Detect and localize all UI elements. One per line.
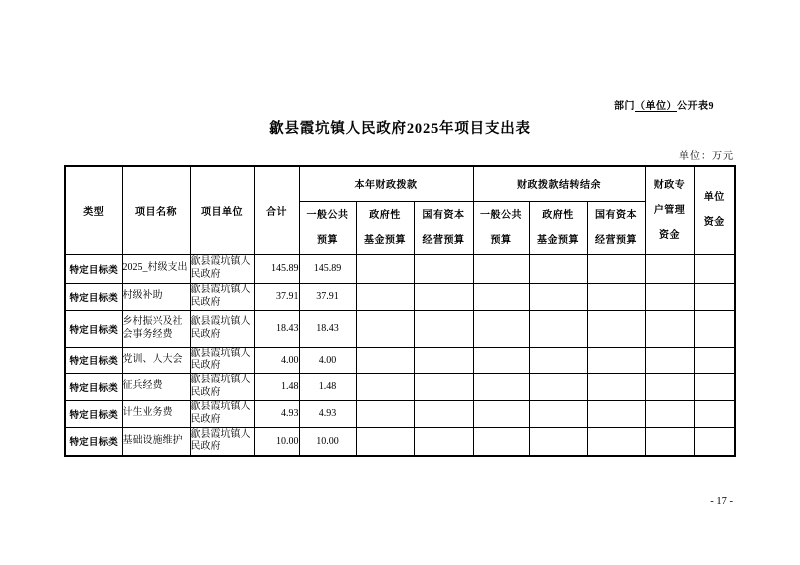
cell-cy-general-public: 4.00 [299, 347, 356, 373]
table-row [65, 427, 735, 456]
cell-co-general-public [473, 283, 529, 310]
corner-note-suffix: 公开表9 [677, 101, 714, 112]
cell-total: 10.00 [254, 427, 299, 456]
cell-fiscal-special-account [645, 283, 694, 310]
cell-fiscal-special-account [645, 427, 694, 456]
header-unit-funds-line: 单位 [703, 192, 725, 204]
cell-co-state-capital [587, 373, 645, 400]
cell-cy-government-fund [356, 283, 414, 310]
header-project-name: 项目名称 [122, 166, 190, 254]
cell-unit-funds [694, 373, 735, 400]
cell-type: 特定目标类 [65, 400, 122, 427]
header-group-current-year-appropriation: 本年财政拨款 [299, 166, 473, 201]
cell-co-state-capital [587, 400, 645, 427]
cell-cy-state-capital [414, 400, 473, 427]
cell-project-unit: 歙县霞坑镇人民政府 [190, 310, 254, 347]
cell-cy-state-capital [414, 283, 473, 310]
cell-total: 18.43 [254, 310, 299, 347]
cell-project-name: 征兵经费 [122, 373, 190, 400]
corner-note-prefix: 部门 [614, 101, 635, 112]
unit-note: 单位：万元 [679, 151, 734, 162]
header-cy-state-capital-budget: 国有资本 经营预算 [414, 201, 473, 254]
cell-type: 特定目标类 [65, 373, 122, 400]
cell-unit-funds [694, 310, 735, 347]
cell-co-government-fund [529, 427, 587, 456]
cell-co-state-capital [587, 347, 645, 373]
page-number: - 17 - [710, 496, 733, 507]
page-title: 歙县霞坑镇人民政府2025年项目支出表 [269, 121, 531, 137]
table-row [65, 400, 735, 427]
cell-fiscal-special-account [645, 373, 694, 400]
header-fiscal-special-account-line: 财政专 [653, 179, 686, 191]
cell-cy-general-public: 1.48 [299, 373, 356, 400]
cell-cy-state-capital [414, 254, 473, 283]
cell-cy-government-fund [356, 310, 414, 347]
cell-co-general-public [473, 347, 529, 373]
cell-project-unit: 歙县霞坑镇人民政府 [190, 427, 254, 456]
cell-co-government-fund [529, 254, 587, 283]
cell-cy-state-capital [414, 347, 473, 373]
cell-co-general-public [473, 310, 529, 347]
cell-co-general-public [473, 373, 529, 400]
cell-project-unit: 歙县霞坑镇人民政府 [190, 400, 254, 427]
cell-co-government-fund [529, 347, 587, 373]
cell-type: 特定目标类 [65, 310, 122, 347]
cell-total: 37.91 [254, 283, 299, 310]
cell-total: 145.89 [254, 254, 299, 283]
cell-cy-government-fund [356, 427, 414, 456]
cell-co-government-fund [529, 310, 587, 347]
cell-cy-general-public: 145.89 [299, 254, 356, 283]
cell-total: 1.48 [254, 373, 299, 400]
cell-cy-general-public: 37.91 [299, 283, 356, 310]
table-row [65, 283, 735, 310]
cell-project-name: 党训、人大会 [122, 347, 190, 373]
cell-unit-funds [694, 427, 735, 456]
cell-unit-funds [694, 400, 735, 427]
cell-co-state-capital [587, 283, 645, 310]
cell-fiscal-special-account [645, 347, 694, 373]
header-co-state-capital-budget: 国有资本 经营预算 [587, 201, 645, 254]
cell-project-unit: 歙县霞坑镇人民政府 [190, 283, 254, 310]
header-unit-funds-line: 资金 [703, 217, 725, 229]
cell-co-government-fund [529, 283, 587, 310]
table-row [65, 310, 735, 347]
header-unit-funds [694, 166, 735, 254]
cell-cy-state-capital [414, 310, 473, 347]
cell-cy-general-public: 4.93 [299, 400, 356, 427]
project-expenditure-table [64, 165, 736, 457]
corner-note [614, 97, 714, 112]
cell-project-unit: 歙县霞坑镇人民政府 [190, 254, 254, 283]
cell-co-government-fund [529, 400, 587, 427]
header-total: 合计 [254, 166, 299, 254]
cell-type: 特定目标类 [65, 427, 122, 456]
cell-co-general-public [473, 254, 529, 283]
cell-cy-government-fund [356, 400, 414, 427]
cell-co-state-capital [587, 310, 645, 347]
cell-project-name: 计生业务费 [122, 400, 190, 427]
cell-co-general-public [473, 427, 529, 456]
header-project-unit: 项目单位 [190, 166, 254, 254]
cell-project-name: 村级补助 [122, 283, 190, 310]
cell-fiscal-special-account [645, 310, 694, 347]
header-fiscal-special-account-line: 户管理 [653, 204, 686, 216]
header-cy-government-fund-budget: 政府性 基金预算 [356, 201, 414, 254]
cell-fiscal-special-account [645, 254, 694, 283]
cell-cy-government-fund [356, 254, 414, 283]
cell-co-state-capital [587, 427, 645, 456]
header-cy-general-public-budget: 一般公共 预算 [299, 201, 356, 254]
cell-total: 4.93 [254, 400, 299, 427]
cell-cy-government-fund [356, 373, 414, 400]
cell-cy-state-capital [414, 373, 473, 400]
cell-cy-government-fund [356, 347, 414, 373]
table-row [65, 373, 735, 400]
cell-co-general-public [473, 400, 529, 427]
cell-project-unit: 歙县霞坑镇人民政府 [190, 347, 254, 373]
table-row [65, 347, 735, 373]
header-co-government-fund-budget: 政府性 基金预算 [529, 201, 587, 254]
cell-fiscal-special-account [645, 400, 694, 427]
header-fiscal-special-account [645, 166, 694, 254]
cell-cy-general-public: 18.43 [299, 310, 356, 347]
header-group-carryover-balance: 财政拨款结转结余 [473, 166, 645, 201]
corner-note-underlined: （单位） [635, 101, 677, 112]
table-row [65, 254, 735, 283]
cell-total: 4.00 [254, 347, 299, 373]
cell-project-unit: 歙县霞坑镇人民政府 [190, 373, 254, 400]
header-co-general-public-budget: 一般公共 预算 [473, 201, 529, 254]
cell-unit-funds [694, 254, 735, 283]
cell-type: 特定目标类 [65, 254, 122, 283]
cell-project-name: 乡村振兴及社会事务经费 [122, 310, 190, 347]
cell-co-government-fund [529, 373, 587, 400]
header-fiscal-special-account-line: 资金 [659, 229, 681, 241]
cell-project-name: 基础设施维护 [122, 427, 190, 456]
cell-cy-general-public: 10.00 [299, 427, 356, 456]
cell-co-state-capital [587, 254, 645, 283]
cell-cy-state-capital [414, 427, 473, 456]
cell-unit-funds [694, 347, 735, 373]
cell-unit-funds [694, 283, 735, 310]
header-type: 类型 [65, 166, 122, 254]
cell-type: 特定目标类 [65, 347, 122, 373]
cell-type: 特定目标类 [65, 283, 122, 310]
cell-project-name: 2025_村级支出 [122, 254, 190, 283]
